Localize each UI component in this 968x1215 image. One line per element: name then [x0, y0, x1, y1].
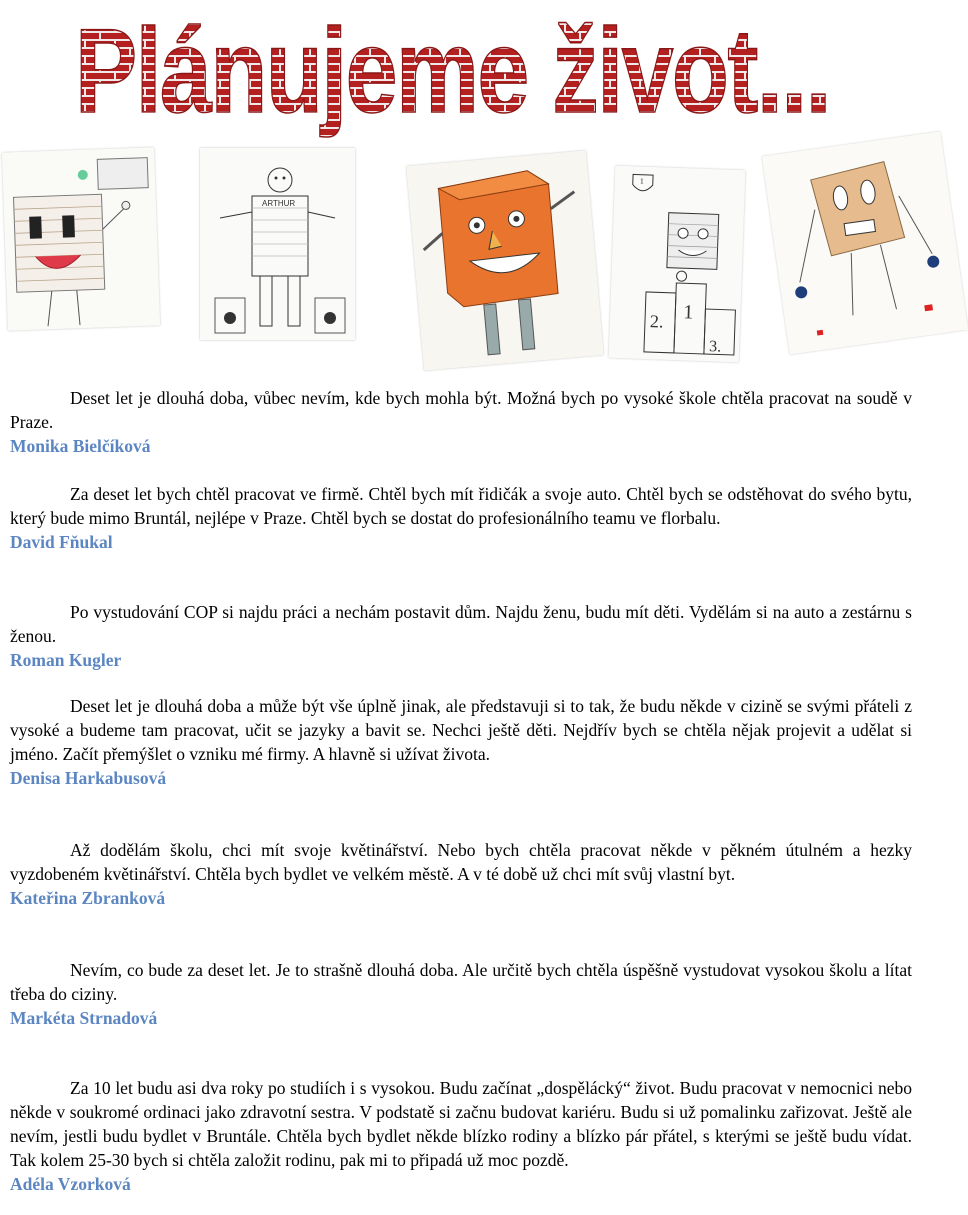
entry-author: Monika Bielčíková: [10, 436, 151, 456]
entry-1: [10, 386, 912, 458]
podium-3: 3.: [708, 338, 722, 356]
entry-author: Adéla Vzorková: [10, 1174, 131, 1194]
entry-7: [10, 1076, 912, 1196]
entry-text: Za 10 let budu asi dva roky po studiích i s vysokou. Budu začínat „dospělácký“ život. Budu pracovat v nemocnici nebo někde v soukromé ordinaci jako zdravotní sestra. V podstatě si začnu budovat kariéru. Budu si už pomalinku zařizovat. Ještě ale nevím, jestli budu bydlet v Bruntále. Chtěla bych bydlet někde blízko rodiny a blízko pár přátel, s kterými se ještě budu vídat. Tak kolem 25-30 bych si chtěla založit rodinu, pak mi to připadá už moc pozdě.: [10, 1078, 912, 1170]
entry-author: Kateřina Zbranková: [10, 888, 166, 908]
entry-2: [10, 482, 912, 554]
podium-1: 1: [682, 301, 694, 324]
title-text: Plánujeme život...: [75, 4, 830, 138]
podium-2: 2.: [649, 311, 664, 332]
entry-author: Roman Kugler: [10, 650, 122, 670]
entry-text: Po vystudování COP si najdu práci a nechám postavit dům. Najdu ženu, budu mít děti. Vydělám si na auto a zestárnu s ženou.: [10, 602, 912, 646]
drawing-robot-brick: [200, 148, 355, 340]
entry-author: Markéta Strnadová: [10, 1008, 158, 1028]
page-title: [70, 0, 840, 150]
drawing-brick-on-podium: [609, 166, 746, 362]
entry-text: Deset let je dlouhá doba a může být vše úplně jinak, ale představuji si to tak, že budu někde v cizině se svými přáteli z vysoké a budeme tam pracovat, učit se jazyky a bavit se. Nechci ještě děti. Nejdřív bych se chtěla nějak projevit a udělat si jméno. Začít přemýšlet o vzniku mé firmy. A hlavně si užívat života.: [10, 696, 912, 764]
trophy-label: 1: [639, 176, 645, 186]
drawing-beige-brick: [762, 131, 968, 354]
drawing-orange-brick: [406, 151, 603, 371]
entry-4: [10, 694, 912, 790]
entry-author: David Fňukal: [10, 532, 113, 552]
entry-text: Za deset let bych chtěl pracovat ve firmě. Chtěl bych mít řidičák a svoje auto. Chtěl bych se odstěhovat do svého bytu, který bude mimo Bruntál, nejlépe v Praze. Chtěl bych se dostat do profesionálního teamu ve florbalu.: [10, 484, 912, 528]
robot-label: ARTHUR: [262, 199, 296, 208]
entry-6: [10, 958, 912, 1030]
entry-5: [10, 838, 912, 910]
entry-text: Nevím, co bude za deset let. Je to strašně dlouhá doba. Ale určitě bych chtěla úspěšně vystudovat vysokou školu a lítat třeba do ciziny.: [10, 960, 912, 1004]
entry-text: Až dodělám školu, chci mít svoje květinářství. Nebo bych chtěla pracovat někde v pěkném útulném a hezky vyzdobeném květinářství. Chtěla bych bydlet ve velkém městě. A v té době už chci mít svůj vlastní byt.: [10, 840, 912, 884]
drawing-smiling-brick: [2, 147, 160, 330]
entry-3: [10, 600, 912, 672]
entry-text: Deset let je dlouhá doba, vůbec nevím, kde bych mohla být. Možná bych po vysoké škole chtěla pracovat na soudě v Praze.: [10, 388, 912, 432]
entry-author: Denisa Harkabusová: [10, 768, 167, 788]
